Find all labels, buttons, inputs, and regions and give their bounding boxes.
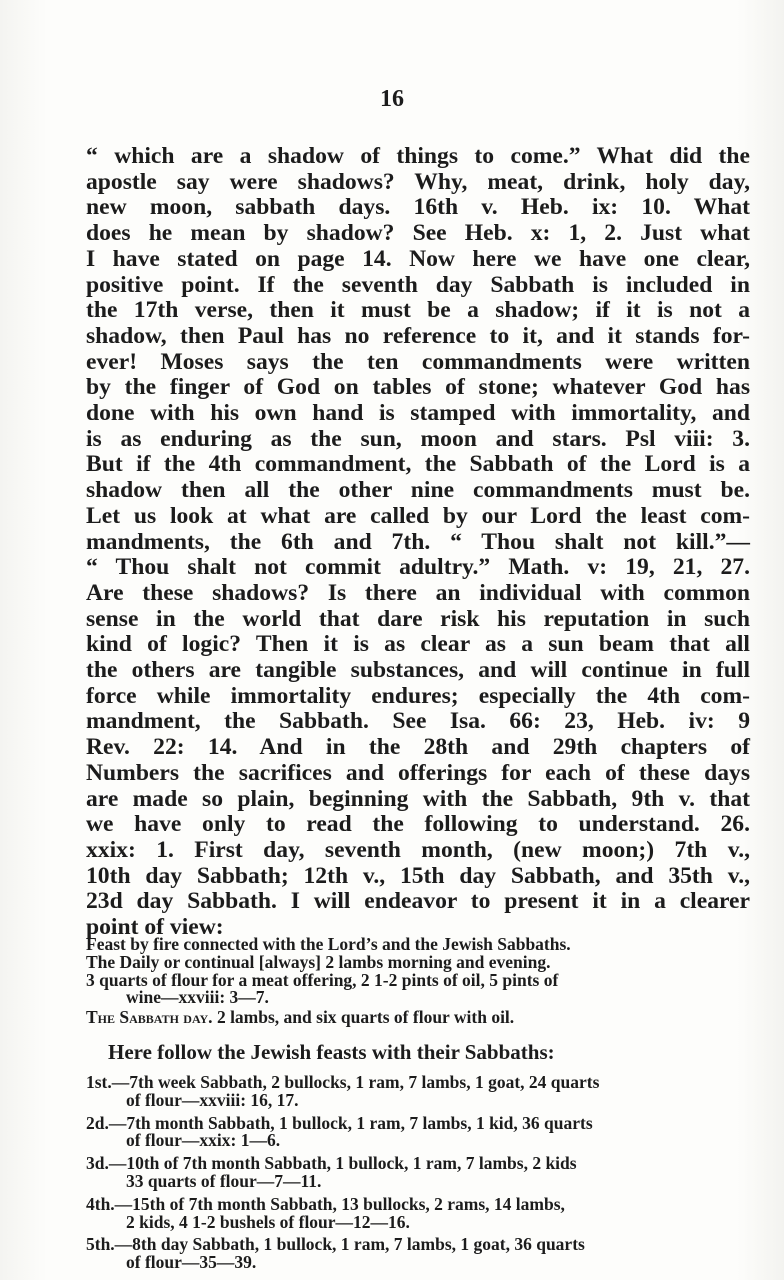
feast-entry (86, 1236, 750, 1272)
jewish-feasts-list (86, 1074, 750, 1272)
body-line: is as enduring as the sun, moon and stars. Psl viii: 3. (86, 425, 750, 452)
feast-entry (86, 1193, 750, 1232)
sabbath-day-label: The Sabbath day. (86, 1007, 213, 1028)
feast-entry-line: of flour—35—39. (126, 1252, 257, 1273)
feast-entry (86, 1074, 750, 1110)
body-line: Are these shadows? Is there an individual with common (86, 579, 750, 606)
feast-entry (86, 1112, 750, 1151)
page-number: 16 (380, 86, 404, 112)
body-line: Let us look at what are called by our Lord the least com- (86, 502, 750, 529)
body-line: we have only to read the following to understand. 26. (86, 811, 750, 838)
body-line: done with his own hand is stamped with immortality, and (86, 400, 750, 427)
jewish-feasts-heading: Here follow the Jewish feasts with their Sabbaths: (108, 1040, 555, 1064)
body-line: But if the 4th commandment, the Sabbath of the Lord is a (86, 451, 750, 478)
body-line: Numbers the sacrifices and offerings for each of these days (86, 759, 750, 786)
feast-line: wine—xxviii: 3—7. (126, 987, 269, 1008)
body-line: “ Thou shalt not commit adultry.” Math. v: 19, 21, 27. (86, 554, 750, 581)
body-line: xxix: 1. First day, seventh month, (new moon;) 7th v., (86, 836, 750, 863)
body-line: new moon, sabbath days. 16th v. Heb. ix: 10. What (86, 194, 750, 221)
body-line: mandment, the Sabbath. See Isa. 66: 23, Heb. iv: 9 (86, 708, 750, 735)
feast-by-fire-block (86, 936, 750, 1027)
body-line: apostle say were shadows? Why, meat, drink, holy day, (86, 168, 750, 195)
body-line: are made so plain, beginning with the Sabbath, 9th v. that (86, 785, 750, 812)
feast-line: Feast by fire connected with the Lord’s and the Jewish Sabbaths. (86, 934, 571, 954)
body-line: point of view: (86, 914, 224, 941)
body-line: does he mean by shadow? See Heb. x: 1, 2. Just what (86, 220, 750, 247)
feast-line: 3 quarts of flour for a meat offering, 2 1-2 pints of oil, 5 pints of (86, 969, 559, 990)
body-line: I have stated on page 14. Now here we have one clear, (86, 245, 750, 272)
body-line: ever! Moses says the ten commandments were written (86, 348, 750, 375)
body-line: shadow then all the other nine commandments must be. (86, 477, 750, 504)
body-line: kind of logic? Then it is as clear as a sun beam that all (86, 631, 750, 658)
feast-entry-line: 3d.—10th of 7th month Sabbath, 1 bullock, 1 ram, 7 lambs, 2 kids (86, 1153, 577, 1174)
sabbath-day-text: 2 lambs, and six quarts of flour with oil. (212, 1007, 515, 1028)
body-paragraph (86, 144, 750, 941)
body-line: by the finger of God on tables of stone; whatever God has (86, 374, 750, 401)
body-line: positive point. If the seventh day Sabbath is included in (86, 271, 750, 298)
body-line: 10th day Sabbath; 12th v., 15th day Sabbath, and 35th v., (86, 862, 750, 889)
body-line: 23d day Sabbath. I will endeavor to present it in a clearer (86, 888, 750, 915)
body-line: force while immortality endures; especially the 4th com- (86, 682, 750, 709)
feast-entry-line: of flour—xxix: 1—6. (126, 1130, 281, 1151)
feast-entry-line: 1st.—7th week Sabbath, 2 bullocks, 1 ram, 7 lambs, 1 goat, 24 quarts (86, 1072, 600, 1092)
feast-entry-line: 5th.—8th day Sabbath, 1 bullock, 1 ram, 7 lambs, 1 goat, 36 quarts (86, 1234, 585, 1255)
feast-entry-line: of flour—xxviii: 16, 17. (126, 1089, 299, 1110)
feast-entry-line: 2 kids, 4 1-2 bushels of flour—12—16. (126, 1211, 410, 1232)
body-line: Rev. 22: 14. And in the 28th and 29th chapters of (86, 734, 750, 761)
body-line: mandments, the 6th and 7th. “ Thou shalt not kill.”— (86, 528, 750, 555)
body-line: the 17th verse, then it must be a shadow; if it is not a (86, 297, 750, 324)
sabbath-day-line (86, 1009, 750, 1027)
feast-entry-line: 2d.—7th month Sabbath, 1 bullock, 1 ram, 7 lambs, 1 kid, 36 quarts (86, 1112, 593, 1133)
body-line: shadow, then Paul has no reference to it, and it stands for- (86, 322, 750, 349)
body-line: sense in the world that dare risk his reputation in such (86, 605, 750, 632)
feast-line: The Daily or continual [always] 2 lambs morning and evening. (86, 951, 551, 972)
body-line: “ which are a shadow of things to come.” What did the (86, 143, 750, 169)
feast-entry-line: 4th.—15th of 7th month Sabbath, 13 bullocks, 2 rams, 14 lambs, (86, 1193, 565, 1214)
feast-entry-line: 33 quarts of flour—7—11. (126, 1170, 322, 1191)
feast-entry (86, 1155, 750, 1191)
body-line: the others are tangible substances, and will continue in full (86, 657, 750, 684)
